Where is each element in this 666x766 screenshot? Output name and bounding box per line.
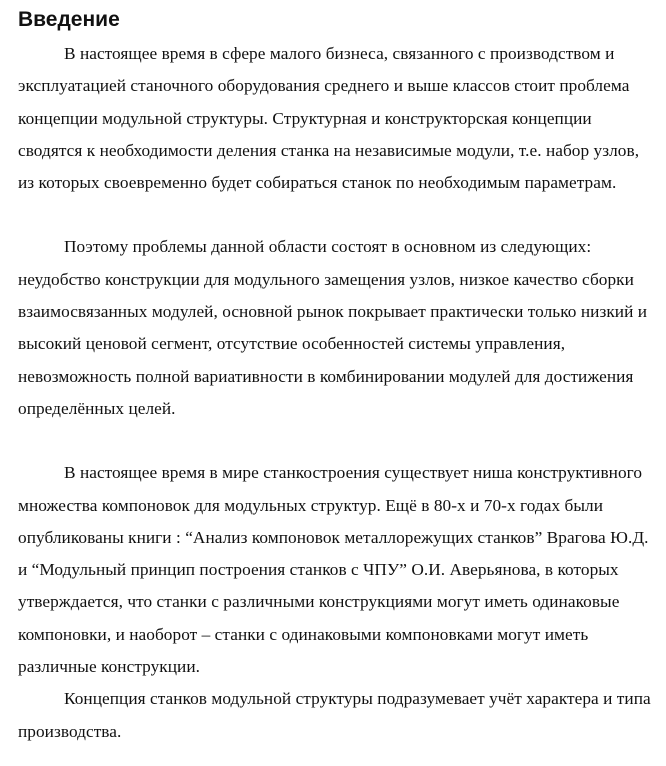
paragraph-3: В настоящее время в мире станкостроения существует ниша конструктивного множества компоновок для модульных структур. Ещё в 80-х и 70-х годах были опубликованы книги : “Анализ компоновок металлорежущих станков” Врагова Ю.Д. и “Модульный принцип построения станков с ЧПУ” О.И. Аверьянова, в которых утверждается, что станки с различными конструкциями могут иметь одинаковые компоновки, и наоборот – станки с одинаковыми компоновками могут иметь различные конструкции. [18,463,649,677]
paragraph-gap [18,425,652,457]
paragraph-2: Поэтому проблемы данной области состоят в основном из следующих: неудобство конструкции для модульного замещения узлов, низкое качество сборки взаимосвязанных модулей, основной рынок покрывает практически только низкий и высокий ценовой сегмент, отсутствие особенностей системы управления, невозможность полной вариативности в комбинировании модулей для достижения определённых целей. [18,237,648,418]
paragraph-gap [18,199,652,231]
section-heading: Введение [18,8,120,31]
paragraph-4: Концепция станков модульной структуры подразумевает учёт характера и типа производства. [18,689,651,741]
paragraph-1: В настоящее время в сфере малого бизнеса, связанного с производством и эксплуатацией станочного оборудования среднего и выше классов стоит проблема концепции модульной структуры. Структурная и конструкторская концепции сводятся к необходимости деления станка на независимые модули, т.е. набор узлов, из которых своевременно будет собираться станок по необходимым параметрам. [18,44,640,193]
